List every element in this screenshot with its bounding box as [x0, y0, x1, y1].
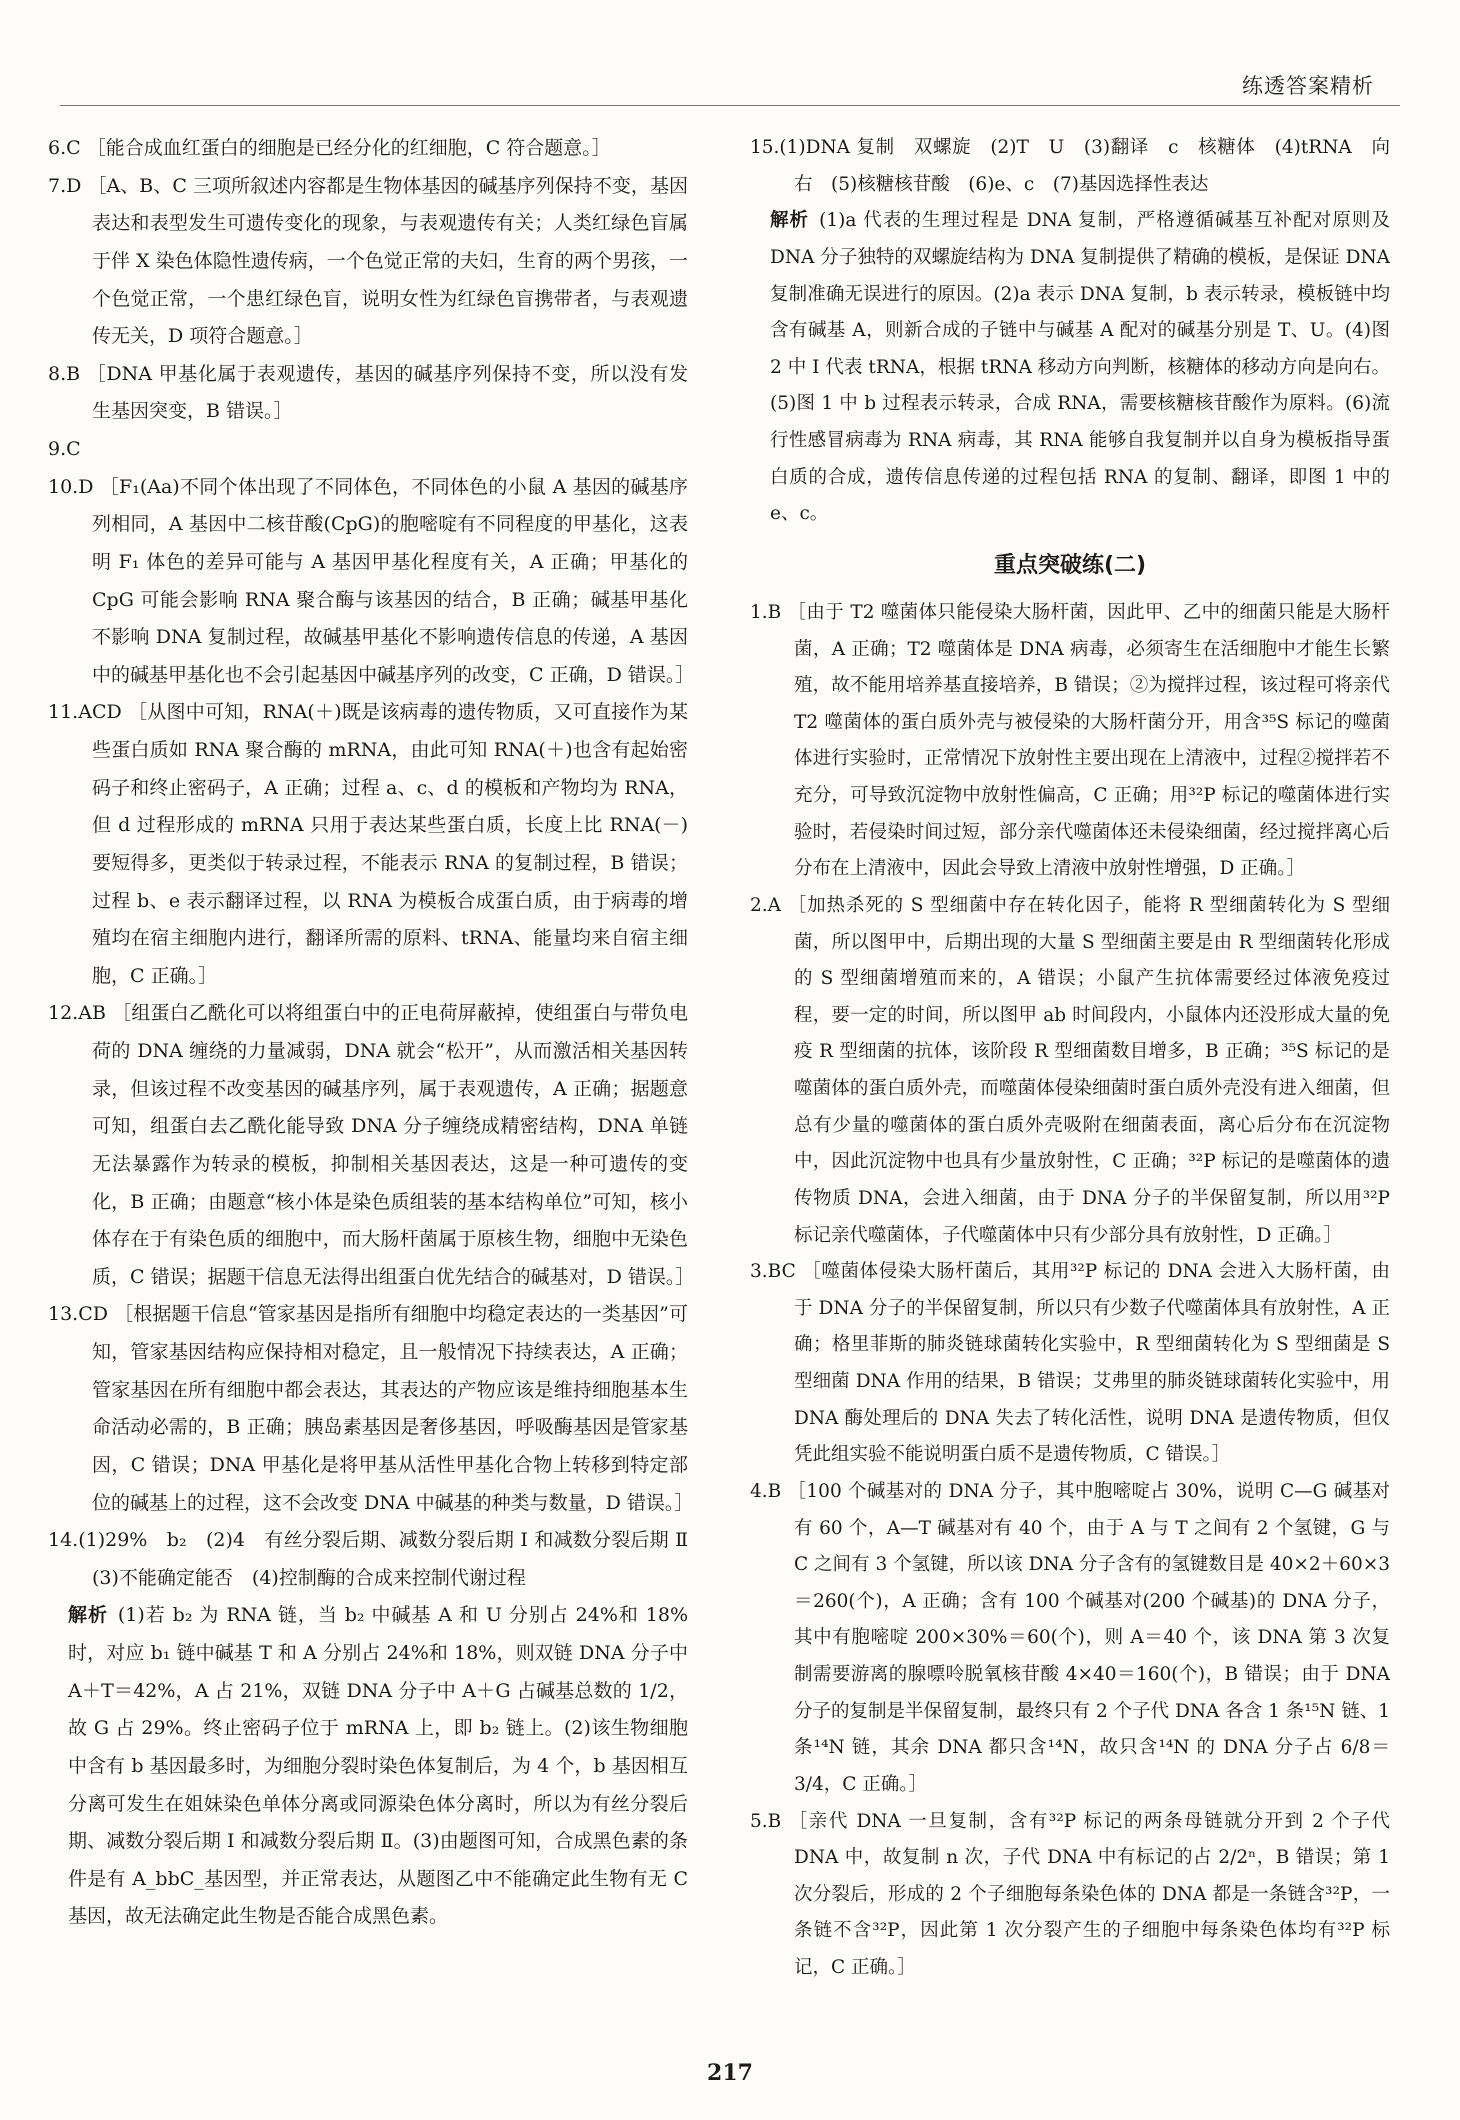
header-rule — [60, 105, 1400, 106]
answer-item-15: 15.(1)DNA 复制 双螺旋 (2)T U (3)翻译 c 核糖体 (4)tRNA 向右 (5)核糖核苷酸 (6)e、c (7)基因选择性表达 — [750, 137, 1390, 195]
analysis-text: (1)a 代表的生理过程是 DNA 复制，严格遵循碱基互补配对原则及 DNA 分子独特的双螺旋结构为 DNA 复制提供了精确的模板，是保证 DNA 复制准确无误进行的原因。(2)a 表示 DNA 复制，b 表示转录，模板链中均含有碱基 A，则新合成的子链中与碱基 A 配对的碱基分别是 T、U。(4)图 2 中 Ⅰ 代表 tRNA，根据 tRNA 移动方向判断，核糖体的移动方向是向右。(5)图 1 中 b 过程表示转录，合成 RNA，需要核糖核苷酸作为原料。(6)流行性感冒病毒为 RNA 病毒，其 RNA 能够自我复制并以自身为模板指导蛋白质的合成，遗传信息传递的过程包括 RNA 的复制、翻译，即图 1 中的 e、c。 — [770, 210, 1390, 525]
right-column — [750, 130, 1390, 1987]
answer-item-r4: 4.B ［100 个碱基对的 DNA 分子，其中胞嘧啶占 30%，说明 C—G 碱基对有 60 个，A—T 碱基对有 40 个，由于 A 与 T 之间有 2 个氢键，G 与 C 之间有 3 个氢键，所以该 DNA 分子含有的氢键数目是 40×2＋60×3＝260(个)，A 正确；含有 100 个碱基对(200 个碱基)的 DNA 分子，其中有胞嘧啶 200×30%＝60(个)，则 A＝40 个，该 DNA 第 3 次复制需要游离的腺嘌呤脱氧核苷酸 4×40＝160(个)，B 错误；由于 DNA 分子的复制是半保留复制，最终只有 2 个子代 DNA 各含 1 条¹⁵N 链、1 条¹⁴N 链，其余 DNA 都只含¹⁴N，故只含¹⁴N 的 DNA 分子占 6/8＝3/4，C 正确。］ — [750, 1480, 1390, 1795]
answer-item-10: 10.D ［F₁(Aa)不同个体出现了不同体色，不同体色的小鼠 A 基因的碱基序列相同，A 基因中二核苷酸(CpG)的胞嘧啶有不同程度的甲基化，这表明 F₁ 体色的差异可能与 A 基因甲基化程度有关，A 正确；甲基化的 CpG 可能会影响 RNA 聚合酶与该基因的结合，B 正确；碱基甲基化不影响 DNA 复制过程，故碱基甲基化不影响遗传信息的传递，A 基因中的碱基甲基化也不会引起基因中碱基序列的改变，C 正确，D 错误。］ — [48, 475, 695, 686]
analysis-label: 解析 — [68, 1604, 108, 1627]
section-title: 重点突破练(二) — [993, 552, 1147, 578]
answer-item-r1: 1.B ［由于 T2 噬菌体只能侵染大肠杆菌，因此甲、乙中的细菌只能是大肠杆菌，A 正确；T2 噬菌体是 DNA 病毒，必须寄生在活细胞中才能生长繁殖，故不能用培养基直接培养，B 错误；②为搅拌过程，该过程可将亲代 T2 噬菌体的蛋白质外壳与被侵染的大肠杆菌分开，用含³⁵S 标记的噬菌体进行实验时，正常情况下放射性主要出现在上清液中，过程②搅拌若不充分，可导致沉淀物中放射性偏高，C 正确；用³²P 标记的噬菌体进行实验时，若侵染时间过短，部分亲代噬菌体还未侵染细菌，经过搅拌离心后分布在上清液中，因此会导致上清液中放射性增强，D 正确。］ — [750, 601, 1390, 880]
analysis-item-14 — [48, 1597, 688, 1936]
answer-item-13: 13.CD ［根据题干信息“管家基因是指所有细胞中均稳定表达的一类基因”可知，管家基因结构应保持相对稳定，且一般情况下持续表达，A 正确；管家基因在所有细胞中都会表达，其表达的产物应该是维持细胞基本生命活动必需的，B 正确；胰岛素基因是奢侈基因，呼吸酶基因是管家基因，C 错误；DNA 甲基化是将甲基从活性甲基化合物上转移到特定部位的碱基上的过程，这不会改变 DNA 中碱基的种类与数量，D 错误。］ — [48, 1303, 694, 1514]
page-header-title: 练透答案精析 — [1242, 74, 1374, 98]
analysis-item-15 — [750, 203, 1390, 533]
analysis-label: 解析 — [770, 210, 810, 232]
answer-item-7: 7.D ［A、B、C 三项所叙述内容都是生物体基因的碱基序列保持不变，基因表达和表型发生可遗传变化的现象，与表观遗传有关；人类红绿色盲属于伴 X 染色体隐性遗传病，一个色觉正常的夫妇，生育的两个男孩，一个色觉正常，一个患红绿色盲，说明女性为红绿色盲携带者，与表观遗传无关，D 项符合题意。］ — [48, 174, 688, 348]
analysis-text: (1)若 b₂ 为 RNA 链，当 b₂ 中碱基 A 和 U 分别占 24%和 18%时，对应 b₁ 链中碱基 T 和 A 分别占 24%和 18%，则双链 DNA 分子中 A＋T＝42%，A 占 21%，双链 DNA 分子中 A＋G 占碱基总数的 1/2，故 G 占 29%。终止密码子位于 mRNA 上，即 b₂ 链上。(2)该生物细胞中含有 b 基因最多时，为细胞分裂时染色体复制后，为 4 个，b 基因相互分离可发生在姐妹染色单体分离或同源染色体分离时，所以为有丝分裂后期、减数分裂后期 Ⅰ 和减数分裂后期 Ⅱ。(3)由题图可知，合成黑色素的条件是有 A_bbC_基因型，并正常表达，从题图乙中不能确定此生物有无 C 基因，故无法确定此生物是否能合成黑色素。 — [68, 1604, 688, 1928]
answer-item-11: 11.ACD ［从图中可知，RNA(＋)既是该病毒的遗传物质，又可直接作为某些蛋白质如 RNA 聚合酶的 mRNA，由此可知 RNA(＋)也含有起始密码子和终止密码子，A 正确；过程 a、c、d 的模板和产物均为 RNA，但 d 过程形成的 mRNA 只用于表达某些蛋白质，长度上比 RNA(－)要短得多，更类似于转录过程，不能表示 RNA 的复制过程，B 错误；过程 b、e 表示翻译过程，以 RNA 为模板合成蛋白质，由于病毒的增殖均在宿主细胞内进行，翻译所需的原料、tRNA、能量均来自宿主细胞，C 正确。］ — [48, 701, 688, 987]
answer-item-9: 9.C — [48, 438, 81, 460]
answer-item-r5: 5.B ［亲代 DNA 一旦复制，含有³²P 标记的两条母链就分开到 2 个子代 DNA 中，故复制 n 次，子代 DNA 中有标记的占 2/2ⁿ，B 错误；第 1 次分裂后，形成的 2 个子细胞每条染色体的 DNA 都是一条链含³²P，一条链不含³²P，因此第 1 次分裂产生的子细胞中每条染色体均有³²P 标记，C 正确。］ — [750, 1810, 1390, 1978]
answer-item-14: 14.(1)29% b₂ (2)4 有丝分裂后期、减数分裂后期 Ⅰ 和减数分裂后期 Ⅱ (3)不能确定能否 (4)控制酶的合成来控制代谢过程 — [48, 1529, 708, 1589]
answer-item-6: 6.C ［能合成血红蛋白的细胞是已经分化的红细胞，C 符合题意。］ — [48, 137, 611, 159]
page-number: 217 — [707, 2060, 753, 2086]
answer-item-8: 8.B ［DNA 甲基化属于表观遗传，基因的碱基序列保持不变，所以没有发生基因突变，B 错误。］ — [48, 362, 688, 423]
left-column — [48, 130, 708, 1936]
answer-item-r2: 2.A ［加热杀死的 S 型细菌中存在转化因子，能将 R 型细菌转化为 S 型细菌，所以图甲中，后期出现的大量 S 型细菌主要是由 R 型细菌转化形成的 S 型细菌增殖而来的，A 错误；小鼠产生抗体需要经过体液免疫过程，要一定的时间，所以图甲 ab 时间段内，小鼠体内还没形成大量的免疫 R 型细菌的抗体，该阶段 R 型细菌数目增多，B 正确；³⁵S 标记的是噬菌体的蛋白质外壳，而噬菌体侵染细菌时蛋白质外壳没有进入细菌，但总有少量的噬菌体的蛋白质外壳吸附在细菌表面，离心后分布在沉淀物中，因此沉淀物中也具有少量放射性，C 正确；³²P 标记的是噬菌体的遗传物质 DNA，会进入细菌，由于 DNA 分子的半保留复制，所以用³²P 标记亲代噬菌体，子代噬菌体中只有少部分具有放射性，D 正确。］ — [750, 894, 1390, 1246]
answer-item-12: 12.AB ［组蛋白乙酰化可以将组蛋白中的正电荷屏蔽掉，使组蛋白与带负电荷的 DNA 缠绕的力量减弱，DNA 就会“松开”，从而激活相关基因转录，但该过程不改变基因的碱基序列，属于表观遗传，A 正确；据题意可知，组蛋白去乙酰化能导致 DNA 分子缠绕成精密结构，DNA 单链无法暴露作为转录的模板，抑制相关基因表达，这是一种可遗传的变化，B 正确；由题意“核小体是染色质组装的基本结构单位”可知，核小体存在于有染色质的细胞中，而大肠杆菌属于原核生物，细胞中无染色质，C 错误；据题干信息无法得出组蛋白优先结合的碱基对，D 错误。］ — [48, 1002, 695, 1288]
answer-item-r3: 3.BC ［噬菌体侵染大肠杆菌后，其用³²P 标记的 DNA 会进入大肠杆菌，由于 DNA 分子的半保留复制，所以只有少数子代噬菌体具有放射性，A 正确；格里菲斯的肺炎链球菌转化实验中，R 型细菌转化为 S 型细菌是 S 型细菌 DNA 作用的结果，B 错误；艾弗里的肺炎链球菌转化实验中，用 DNA 酶处理后的 DNA 失去了转化活性，说明 DNA 是遗传物质，但仅凭此组实验不能说明蛋白质不是遗传物质，C 错误。］ — [750, 1261, 1390, 1466]
